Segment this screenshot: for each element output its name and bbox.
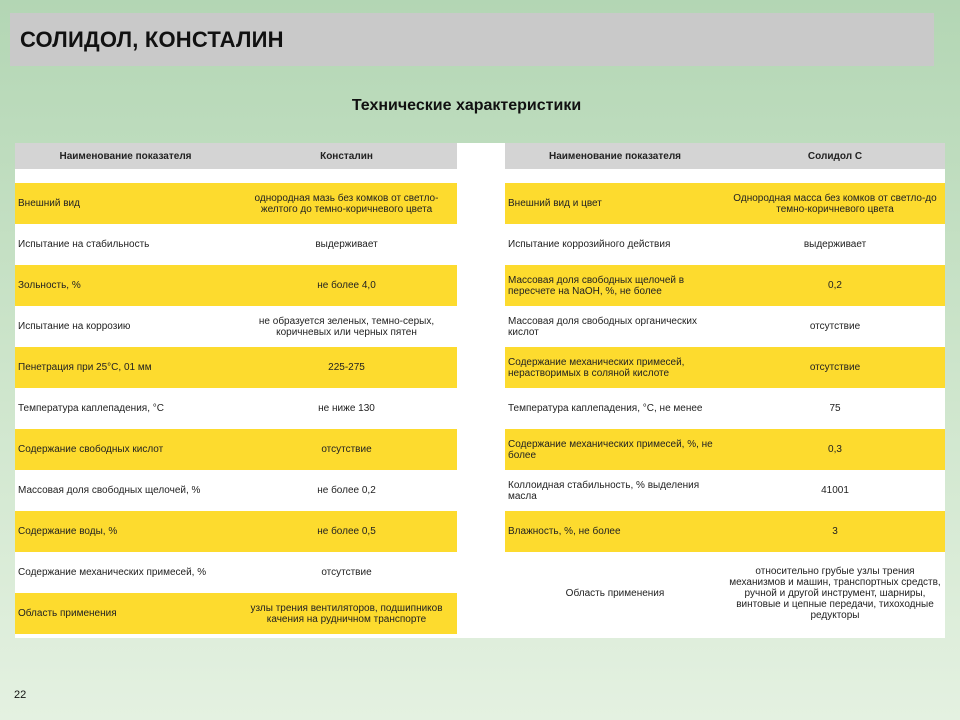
table-row: [505, 429, 945, 470]
param-value: 3: [725, 511, 945, 552]
application-value: относительно грубые узлы трения механизмов и машин, транспортных средств, ручной и другой инструмент, шарниры, винтовые и цепные передачи, тихоходные редукторы: [725, 552, 945, 634]
table-row: [505, 347, 945, 388]
param-value: 225-275: [236, 347, 457, 388]
table-spacer: [15, 169, 457, 183]
param-name: Массовая доля свободных щелочей, %: [15, 470, 236, 511]
table-row: [15, 347, 457, 388]
param-name: Область применения: [15, 593, 236, 634]
param-name: Содержание свободных кислот: [15, 429, 236, 470]
param-value: не более 0,2: [236, 470, 457, 511]
table-row: [505, 388, 945, 429]
column-header-konstalin: Конcталин: [236, 143, 457, 169]
table-row: [15, 593, 457, 634]
param-value: Однородная масса без комков от светло-до темно-коричневого цвета: [725, 183, 945, 224]
param-name: Температура каплепадения, °С, не менее: [505, 388, 725, 429]
column-header-name: Наименование показателя: [15, 143, 236, 169]
param-name: Массовая доля свободных органических кислот: [505, 306, 725, 347]
column-gap: [457, 143, 505, 169]
param-name: Внешний вид и цвет: [505, 183, 725, 224]
table-row: [15, 429, 457, 470]
param-name: Испытание коррозийного действия: [505, 224, 725, 265]
param-value: выдерживает: [236, 224, 457, 265]
param-value: отсутствие: [236, 552, 457, 593]
param-name: Содержание механических примесей, нерастворимых в соляной кислоте: [505, 347, 725, 388]
param-name: Коллоидная стабильность, % выделения масла: [505, 470, 725, 511]
table-row: [505, 470, 945, 511]
param-value: не образуется зеленых, темно-серых, коричневых или черных пятен: [236, 306, 457, 347]
param-name: Испытание на стабильность: [15, 224, 236, 265]
param-value: не более 4,0: [236, 265, 457, 306]
param-name: Содержание механических примесей, %, не более: [505, 429, 725, 470]
param-value: отсутствие: [236, 429, 457, 470]
table-row: [15, 306, 457, 347]
param-value: 0,3: [725, 429, 945, 470]
table-row: [15, 470, 457, 511]
param-name: Массовая доля свободных щелочей в пересчете на NaOH, %, не более: [505, 265, 725, 306]
param-value: 0,2: [725, 265, 945, 306]
param-value: 75: [725, 388, 945, 429]
solidol-table: [505, 143, 945, 634]
param-name: Зольность, %: [15, 265, 236, 306]
column-header-name: Наименование показателя: [505, 143, 725, 169]
table-row: [505, 224, 945, 265]
slide-subtitle: Технические характеристики: [351, 97, 582, 114]
column-header-solidol: Солидол С: [725, 143, 945, 169]
page-number: 22: [14, 689, 27, 701]
param-name: Температура каплепадения, °С: [15, 388, 236, 429]
param-value: 41001: [725, 470, 945, 511]
table-row: [15, 265, 457, 306]
tables-panel: [15, 143, 945, 638]
table-spacer: [505, 169, 945, 183]
param-name: Испытание на коррозию: [15, 306, 236, 347]
title-bar: [10, 13, 934, 66]
table-row: [505, 265, 945, 306]
param-name: Влажность, %, не более: [505, 511, 725, 552]
table-header-row: [15, 143, 457, 169]
param-value: выдерживает: [725, 224, 945, 265]
table-row: [505, 183, 945, 224]
table-row: [15, 183, 457, 224]
table-row: [15, 224, 457, 265]
param-name: Содержание воды, %: [15, 511, 236, 552]
param-name: Содержание механических примесей, %: [15, 552, 236, 593]
param-value: узлы трения вентиляторов, подшипников качения на рудничном транспорте: [236, 593, 457, 634]
table-row: [505, 511, 945, 552]
table-row: [505, 306, 945, 347]
table-header-row: [505, 143, 945, 169]
param-value: не более 0,5: [236, 511, 457, 552]
slide-title: СОЛИДОЛ, КОНСТАЛИН: [20, 26, 284, 52]
table-row: [15, 511, 457, 552]
param-value: однородная мазь без комков от светло-желтого до темно-коричневого цвета: [236, 183, 457, 224]
param-name: Внешний вид: [15, 183, 236, 224]
table-row: [15, 552, 457, 593]
param-value: отсутствие: [725, 306, 945, 347]
table-row: [15, 388, 457, 429]
konstalin-table: [15, 143, 457, 634]
param-name: Пенетрация при 25°С, 01 мм: [15, 347, 236, 388]
param-value: не ниже 130: [236, 388, 457, 429]
application-name: Область применения: [505, 552, 725, 634]
param-value: отсутствие: [725, 347, 945, 388]
